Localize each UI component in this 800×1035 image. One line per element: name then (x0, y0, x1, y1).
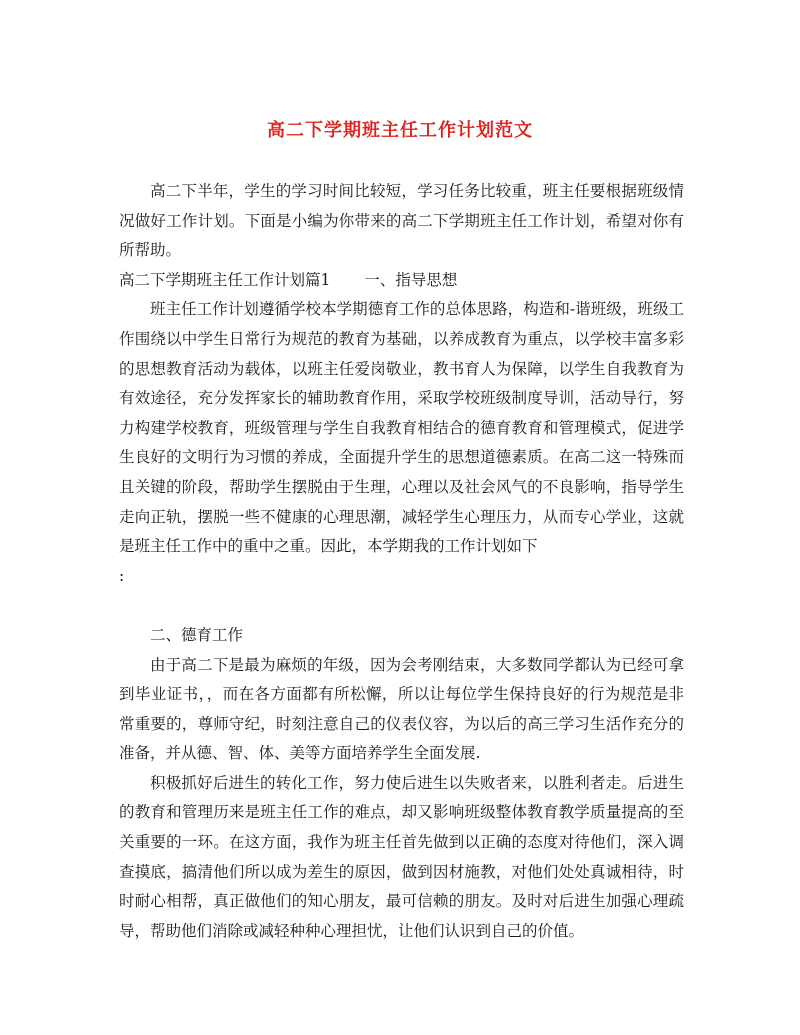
document-body (119, 177, 684, 946)
section2-heading: 二、德育工作 (150, 625, 244, 644)
section1-colon: : (119, 566, 125, 585)
intro-paragraph: 高二下半年，学生的学习时间比较短，学习任务比较重，班主任要根据班级情况做好工作计划。下面是小编为你带来的高二下学期班主任工作计划，希望对你有所帮助。 (119, 182, 684, 260)
section1-heading: 一、指导思想 (364, 270, 458, 289)
plan-heading-line (119, 266, 684, 296)
section1-paragraph: 班主任工作计划遵循学校本学期德育工作的总体思路，构造和-谐班级，班级工作围绕以中学生日常行为规范的教育为基础，以养成教育为重点，以学校丰富多彩的思想教育活动为载体，以班主任爱岗敬业，教书育人为保障，以学生自我教育为有效途径，充分发挥家长的辅助教育作用，采取学校班级制度导训，活动导行，努力构建学校教育，班级管理与学生自我教育相结合的德育教育和管理模式，促进学生良好的文明行为习惯的养成，全面提升学生的思想道德素质。在高二这一特殊而且关键的阶段，帮助学生摆脱由于生理，心理以及社会风气的不良影响，指导学生走向正轨，摆脱一些不健康的心理思潮，减轻学生心理压力，从而专心学业，这就是班主任工作中的重中之重。因此，本学期我的工作计划如下 (119, 300, 684, 556)
section2-paragraph-2: 积极抓好后进生的转化工作，努力使后进生以失败者来，以胜利者走。后进生的教育和管理历来是班主任工作的难点，却又影响班级整体教育教学质量提高的至关重要的一环。在这方面，我作为班主任首先做到以正确的态度对待他们，深入调查摸底，搞清他们所以成为差生的原因，做到因材施教，对他们处处真诚相待，时时耐心相帮，真正做他们的知心朋友，最可信赖的朋友。及时对后进生加强心理疏导，帮助他们消除或减轻种种心理担忧，让他们认识到自己的价值。 (119, 773, 684, 940)
document-title: 高二下学期班主任工作计划范文 (267, 120, 533, 141)
section2-paragraph-1: 由于高二下是最为麻烦的年级，因为会考刚结束，大多数同学都认为已经可拿到毕业证书，，而在各方面都有所松懈，所以让每位学生保持良好的行为规范是非常重要的，尊师守纪，时刻注意自己的仪表仪容，为以后的高三学习生活作充分的准备，并从德、智、体、美等方面培养学生全面发展. (119, 655, 684, 763)
plan-title: 高二下学期班主任工作计划篇1 (119, 270, 331, 289)
